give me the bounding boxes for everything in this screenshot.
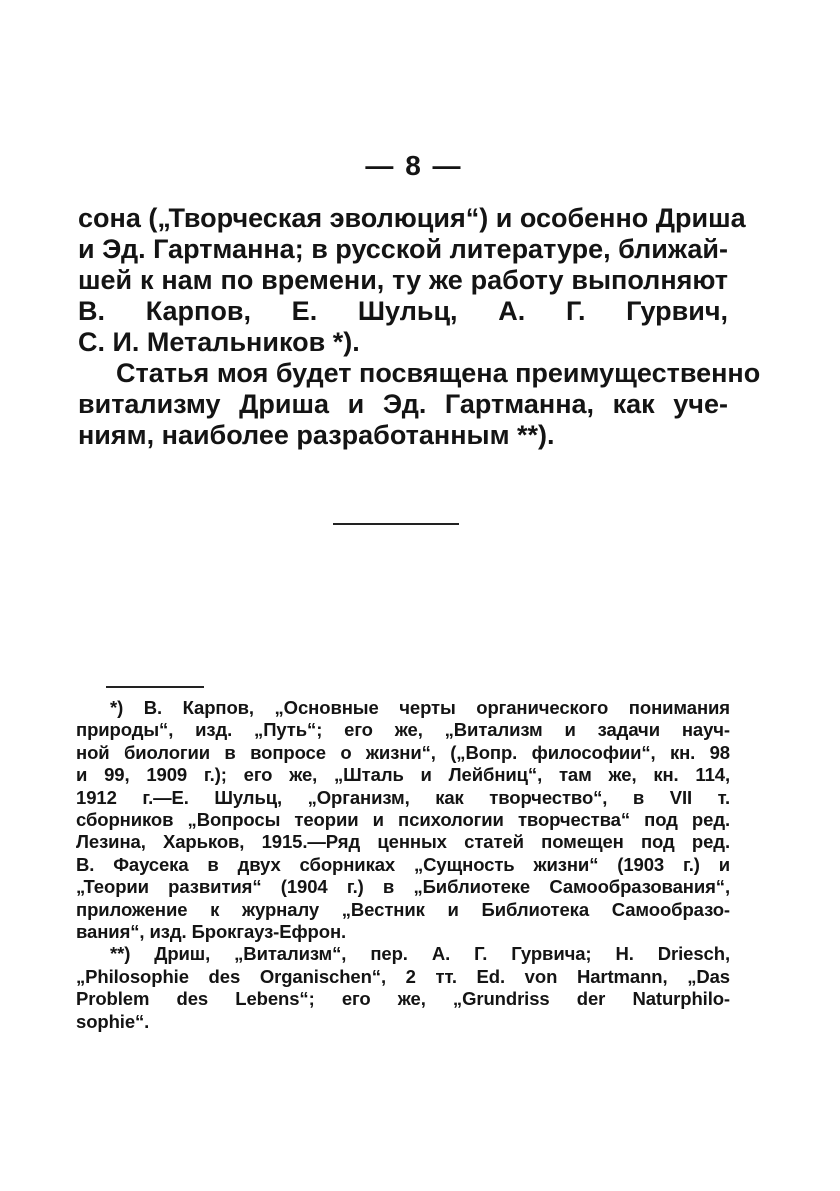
page-number: — 8 — — [365, 150, 463, 181]
footnote-line: сборников „Вопросы теории и психологии творчества“ под ред. — [76, 809, 730, 831]
body-line: и Эд. Гартманна; в русской литературе, ближай- — [78, 234, 728, 264]
footnote-line: „Philosophie des Organischen“, 2 тт. Ed. von Hartmann, „Das — [76, 965, 730, 987]
footnotes — [76, 697, 730, 1033]
footnote-line: sophie“. — [76, 1010, 150, 1032]
body-line: С. И. Метальников *). — [78, 327, 360, 357]
body-line: витализму Дриша и Эд. Гартманна, как уче- — [78, 389, 728, 419]
body-line: сона („Творческая эволюция“) и особенно Дриша — [78, 203, 746, 233]
body-line: В. Карпов, Е. Шульц, А. Г. Гурвич, — [78, 296, 728, 326]
footnote-line: 1912 г.—Е. Шульц, „Организм, как творчество“, в VII т. — [76, 786, 730, 808]
body-line: ниям, наиболее разработанным **). — [78, 420, 555, 450]
footnote-line: и 99, 1909 г.); его же, „Шталь и Лейбниц“, там же, кн. 114, — [76, 764, 730, 786]
footnote-line: „Теории развития“ (1904 г.) в „Библиотеке Самообразования“, — [76, 876, 730, 898]
section-divider — [333, 523, 459, 525]
footnote-line: приложение к журналу „Вестник и Библиотека Самообразо- — [76, 898, 730, 920]
footnote-line: ной биологии в вопросе о жизни“, („Вопр. философии“, кн. 98 — [76, 741, 730, 763]
footnote-divider — [106, 686, 204, 688]
body-line: шей к нам по времени, ту же работу выполняют — [78, 265, 728, 295]
footnote-line: вания“, изд. Брокгауз-Ефрон. — [76, 921, 347, 943]
footnote-line: Problem des Lebens“; его же, „Grundriss der Naturphilo- — [76, 988, 730, 1010]
footnote-line: **) Дриш, „Витализм“, пер. А. Г. Гурвича; H. Driesch, — [110, 943, 730, 965]
footnote-line: Лезина, Харьков, 1915.—Ряд ценных статей помещен под ред. — [76, 831, 730, 853]
footnote-line: природы“, изд. „Путь“; его же, „Витализм и задачи науч- — [76, 719, 730, 741]
footnote-line: В. Фаусека в двух сборниках „Сущность жизни“ (1903 г.) и — [76, 853, 730, 875]
body-text — [78, 203, 761, 451]
body-line: Статья моя будет посвящена преимущественно — [116, 358, 761, 388]
footnote-line: *) В. Карпов, „Основные черты органического понимания — [110, 697, 730, 718]
